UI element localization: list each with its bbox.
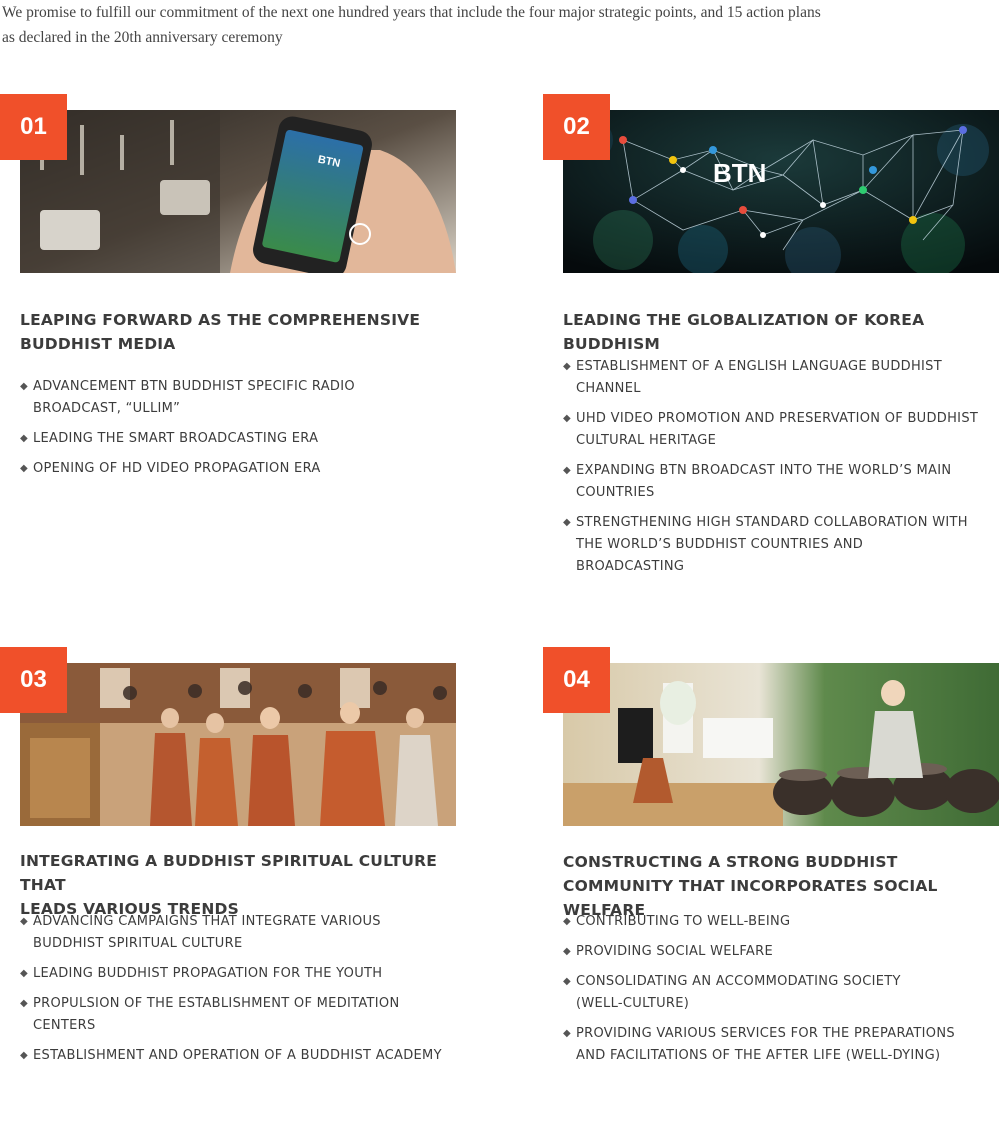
- diamond-bullet-icon: ◆: [20, 1050, 28, 1061]
- card-image-social-welfare: [563, 663, 999, 826]
- list-item: ◆ ESTABLISHMENT OF A ENGLISH LANGUAGE BUDDHIST CHANNEL: [563, 356, 1000, 400]
- diamond-bullet-icon: ◆: [20, 463, 28, 474]
- diamond-bullet-icon: ◆: [563, 465, 571, 476]
- list-item: ◆ ADVANCEMENT BTN BUDDHIST SPECIFIC RADIO BROADCAST, “ULLIM”: [20, 376, 460, 420]
- card-title: INTEGRATING A BUDDHIST SPIRITUAL CULTURE THAT LEADS VARIOUS TRENDS: [20, 852, 438, 918]
- card-title: LEAPING FORWARD AS THE COMPREHENSIVE BUDDHIST MEDIA: [20, 311, 421, 353]
- diamond-bullet-icon: ◆: [20, 381, 28, 392]
- list-item: ◆ EXPANDING BTN BROADCAST INTO THE WORLD’S MAIN COUNTRIES: [563, 460, 1000, 504]
- diamond-bullet-icon: ◆: [563, 1028, 571, 1039]
- intro-line-1: We promise to fulfill our commitment of the next one hundred years that include the four major strategic points, and 15 action plans: [2, 4, 821, 21]
- diamond-bullet-icon: ◆: [563, 976, 571, 987]
- list-item: ◆ UHD VIDEO PROMOTION AND PRESERVATION OF BUDDHIST CULTURAL HERITAGE: [563, 408, 1000, 452]
- action-plan-list: [20, 376, 460, 488]
- diamond-bullet-icon: ◆: [563, 361, 571, 372]
- card-image-broadcast: [20, 110, 456, 273]
- intro-line-2: as declared in the 20th anniversary ceremony: [2, 29, 283, 46]
- list-item: ◆ PROVIDING SOCIAL WELFARE: [563, 941, 1000, 963]
- card-title: CONSTRUCTING A STRONG BUDDHIST COMMUNITY THAT INCORPORATES SOCIAL WELFARE: [563, 853, 938, 919]
- card-title: LEADING THE GLOBALIZATION OF KOREA BUDDHISM: [563, 311, 925, 353]
- action-plan-list: [563, 911, 1000, 1075]
- list-item: ◆ ADVANCING CAMPAIGNS THAT INTEGRATE VARIOUS BUDDHIST SPIRITUAL CULTURE: [20, 911, 460, 955]
- diamond-bullet-icon: ◆: [20, 998, 28, 1009]
- action-plan-list: [563, 356, 1000, 586]
- phone-app-logo: BTN: [316, 153, 342, 170]
- list-item: ◆ ESTABLISHMENT AND OPERATION OF A BUDDHIST ACADEMY: [20, 1045, 460, 1067]
- list-item: ◆ CONTRIBUTING TO WELL-BEING: [563, 911, 1000, 933]
- list-item: ◆ OPENING OF HD VIDEO PROPAGATION ERA: [20, 458, 460, 480]
- list-item: ◆ PROPULSION OF THE ESTABLISHMENT OF MEDITATION CENTERS: [20, 993, 460, 1037]
- card-image-world-network: [563, 110, 999, 273]
- list-item: ◆ CONSOLIDATING AN ACCOMMODATING SOCIETY (WELL-CULTURE): [563, 971, 1000, 1015]
- list-item: ◆ LEADING THE SMART BROADCASTING ERA: [20, 428, 460, 450]
- diamond-bullet-icon: ◆: [563, 946, 571, 957]
- list-item: ◆ LEADING BUDDHIST PROPAGATION FOR THE YOUTH: [20, 963, 460, 985]
- diamond-bullet-icon: ◆: [20, 916, 28, 927]
- list-item: ◆ STRENGTHENING HIGH STANDARD COLLABORATION WITH THE WORLD’S BUDDHIST COUNTRIES AND BROADCASTING: [563, 512, 1000, 578]
- diamond-bullet-icon: ◆: [20, 968, 28, 979]
- diamond-bullet-icon: ◆: [20, 433, 28, 444]
- list-item: ◆ PROVIDING VARIOUS SERVICES FOR THE PREPARATIONS AND FACILITATIONS OF THE AFTER LIFE (WELL-DYING): [563, 1023, 1000, 1067]
- card-number-badge: 03: [0, 647, 67, 713]
- intro-text: [2, 0, 992, 50]
- card-number-badge: 02: [543, 94, 610, 160]
- card-number-badge: 04: [543, 647, 610, 713]
- card-image-monks-ceremony: [20, 663, 456, 826]
- card-number-badge: 01: [0, 94, 67, 160]
- action-plan-list: [20, 911, 460, 1075]
- btn-logo: BTN: [713, 158, 767, 188]
- diamond-bullet-icon: ◆: [563, 413, 571, 424]
- diamond-bullet-icon: ◆: [563, 916, 571, 927]
- diamond-bullet-icon: ◆: [563, 517, 571, 528]
